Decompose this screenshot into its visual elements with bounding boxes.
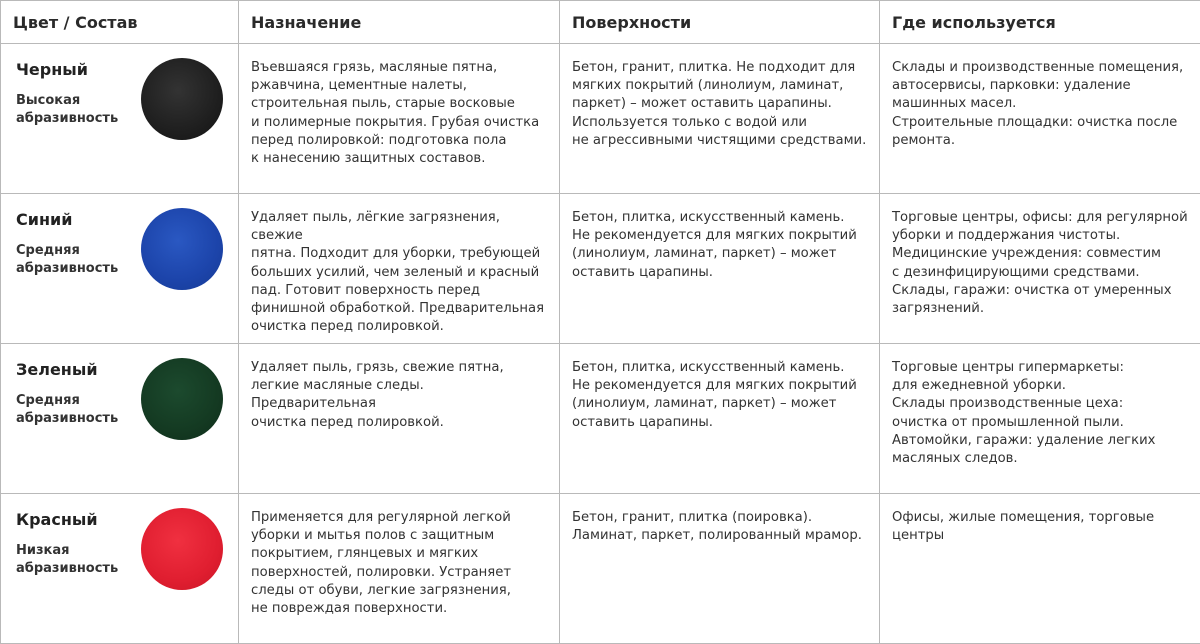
purpose-cell: Удаляет пыль, лёгкие загрязнения, свежие пятна. Подходит для уборки, требующей больших усилий, чем зеленый и красный пад. Готовит поверхность перед финишной обработкой. Предварительная очистка перед полировкой. <box>239 194 560 344</box>
abrasiveness-label: Высокая абразивность <box>16 92 134 128</box>
header-surfaces: Поверхности <box>560 1 880 44</box>
usage-cell: Торговые центры гипермаркеты: для ежедневной уборки. Склады производственные цеха: очистка от промышленной пыли. Автомойки, гаражи: удаление легких масляных следов. <box>880 344 1200 494</box>
color-cell <box>1 344 239 494</box>
color-cell <box>1 194 239 344</box>
purpose-cell: Удаляет пыль, грязь, свежие пятна, легкие масляные следы. Предварительная очистка перед полировкой. <box>239 344 560 494</box>
header-purpose: Назначение <box>239 1 560 44</box>
black-pad-disk <box>141 58 223 140</box>
color-cell <box>1 44 239 194</box>
green-pad-disk <box>141 358 223 440</box>
table-row-red <box>1 494 1200 644</box>
color-cell <box>1 494 239 644</box>
surfaces-cell: Бетон, плитка, искусственный камень. Не рекомендуется для мягких покрытий (линолиум, ламинат, паркет) – может оставить царапины. <box>560 194 880 344</box>
header-row <box>1 1 1200 44</box>
color-name: Черный <box>16 60 88 79</box>
purpose-cell: Применяется для регулярной легкой уборки и мытья полов с защитным покрытием, глянцевых и мягких поверхностей, полировки. Устраняет следы от обуви, легкие загрязнения, не повреждая поверхности. <box>239 494 560 644</box>
blue-pad-disk <box>141 208 223 290</box>
usage-cell: Офисы, жилые помещения, торговые центры <box>880 494 1200 644</box>
color-name: Зеленый <box>16 360 98 379</box>
color-name: Красный <box>16 510 98 529</box>
header-color: Цвет / Состав <box>1 1 239 44</box>
abrasiveness-label: Средняя абразивность <box>16 392 134 428</box>
usage-cell: Торговые центры, офисы: для регулярной уборки и поддержания чистоты. Медицинские учреждения: совместим с дезинфицирующими средствами. Склады, гаражи: очистка от умеренных загрязнений. <box>880 194 1200 344</box>
abrasiveness-label: Средняя абразивность <box>16 242 134 278</box>
header-usage: Где используется <box>880 1 1200 44</box>
purpose-cell: Въевшаяся грязь, масляные пятна, ржавчина, цементные налеты, строительная пыль, старые восковые и полимерные покрытия. Грубая очистка перед полировкой: подготовка пола к нанесению защитных составов. <box>239 44 560 194</box>
surfaces-cell: Бетон, плитка, искусственный камень. Не рекомендуется для мягких покрытий (линолиум, ламинат, паркет) – может оставить царапины. <box>560 344 880 494</box>
surfaces-cell: Бетон, гранит, плитка. Не подходит для мягких покрытий (линолиум, ламинат, паркет) – может оставить царапины. Используется только с водой или не агрессивными чистящими средствами. <box>560 44 880 194</box>
usage-cell: Склады и производственные помещения, автосервисы, парковки: удаление машинных масел. Строительные площадки: очистка после ремонта. <box>880 44 1200 194</box>
color-name: Синий <box>16 210 72 229</box>
table-row-green <box>1 344 1200 494</box>
surfaces-cell: Бетон, гранит, плитка (поировка). Ламинат, паркет, полированный мрамор. <box>560 494 880 644</box>
abrasiveness-label: Низкая абразивность <box>16 542 134 578</box>
table-row-black <box>1 44 1200 194</box>
table-row-blue <box>1 194 1200 344</box>
red-pad-disk <box>141 508 223 590</box>
